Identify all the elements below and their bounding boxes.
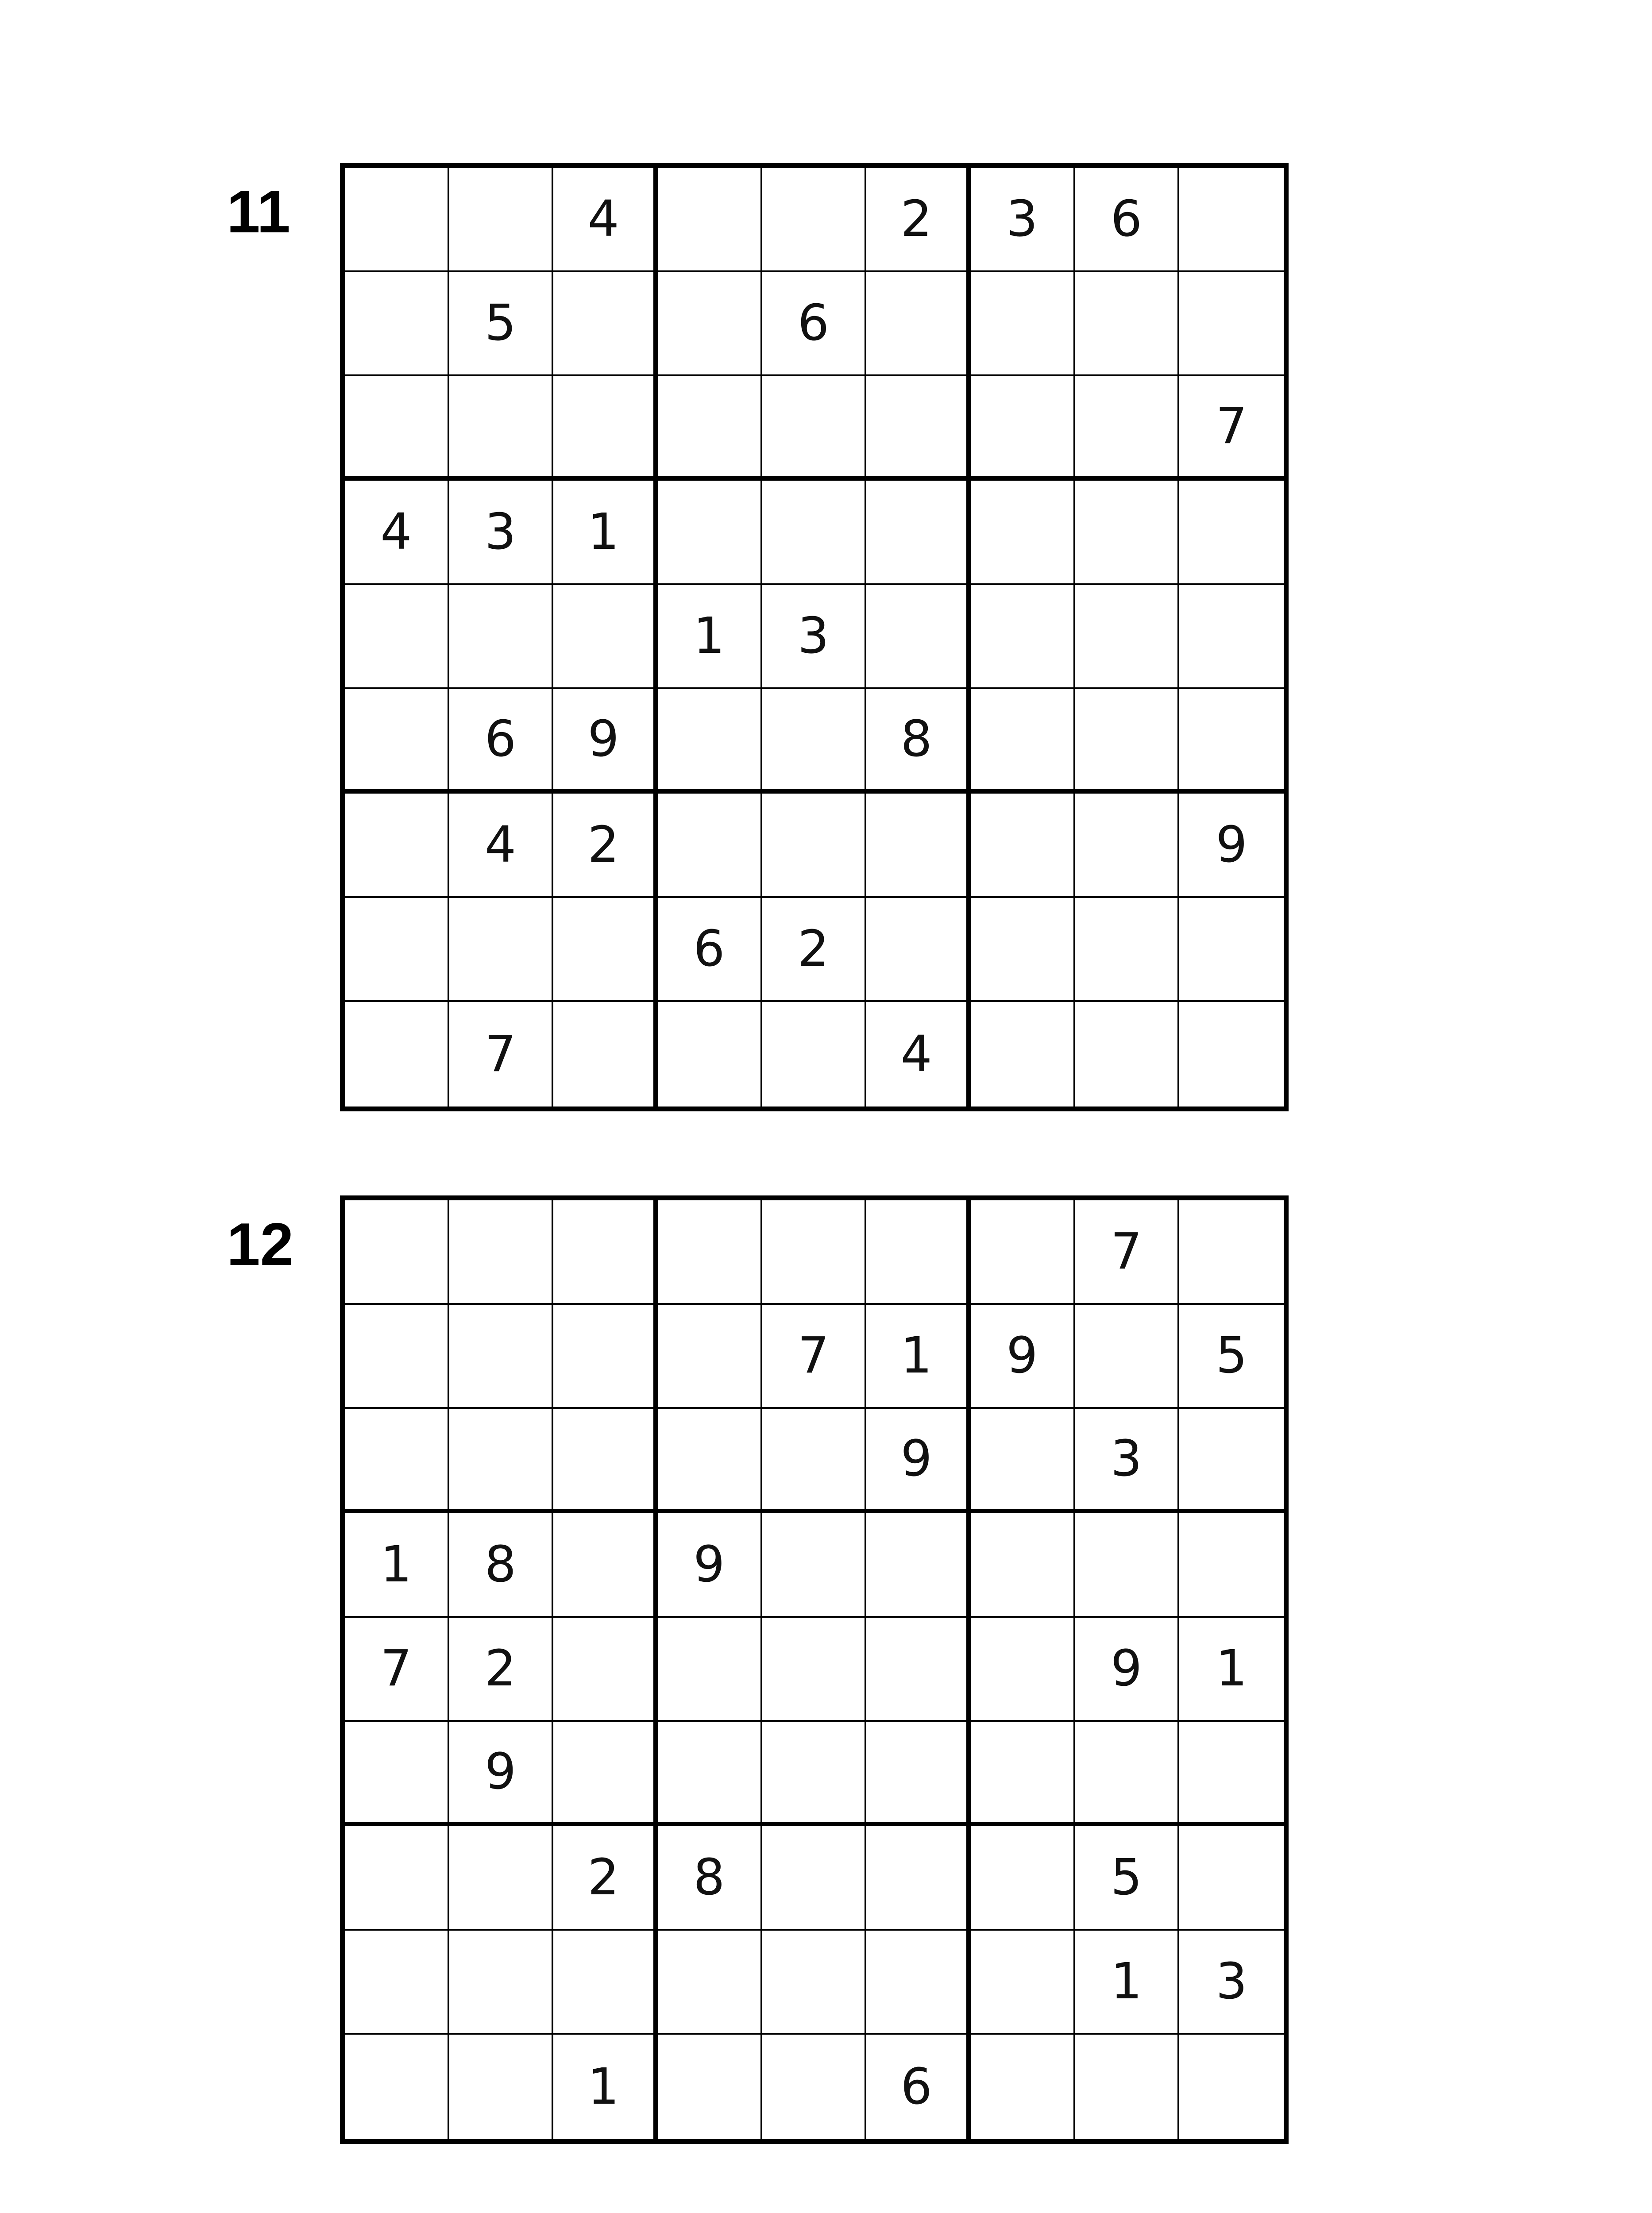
- sudoku-cell[interactable]: 2: [553, 1826, 658, 1931]
- sudoku-cell[interactable]: [866, 898, 971, 1002]
- sudoku-cell[interactable]: [1179, 585, 1284, 690]
- sudoku-cell[interactable]: [658, 2035, 762, 2139]
- sudoku-cell[interactable]: [971, 794, 1075, 898]
- sudoku-cell[interactable]: [553, 585, 658, 690]
- sudoku-cell[interactable]: 2: [762, 898, 867, 1002]
- sudoku-cell[interactable]: [866, 794, 971, 898]
- sudoku-cell[interactable]: [553, 376, 658, 481]
- sudoku-cell[interactable]: 5: [1075, 1826, 1180, 1931]
- sudoku-cell[interactable]: [345, 794, 449, 898]
- sudoku-cell[interactable]: [971, 376, 1075, 481]
- sudoku-cell[interactable]: [345, 168, 449, 272]
- sudoku-cell[interactable]: [1075, 1305, 1180, 1409]
- sudoku-cell[interactable]: [345, 1002, 449, 1106]
- sudoku-cell[interactable]: [1179, 689, 1284, 794]
- sudoku-cell[interactable]: [658, 1002, 762, 1106]
- sudoku-cell[interactable]: [1179, 898, 1284, 1002]
- sudoku-cell[interactable]: [449, 1305, 554, 1409]
- sudoku-cell[interactable]: [762, 1826, 867, 1931]
- sudoku-cell[interactable]: 6: [449, 689, 554, 794]
- sudoku-cell[interactable]: [1075, 689, 1180, 794]
- sudoku-cell[interactable]: 9: [658, 1513, 762, 1618]
- puzzle-number: 11: [227, 178, 290, 245]
- sudoku-cell[interactable]: [866, 585, 971, 690]
- sudoku-cell[interactable]: [1075, 376, 1180, 481]
- sudoku-cell[interactable]: [449, 376, 554, 481]
- sudoku-cell[interactable]: [866, 1513, 971, 1618]
- sudoku-cell[interactable]: 5: [449, 272, 554, 377]
- sudoku-cell[interactable]: [971, 1409, 1075, 1513]
- sudoku-cell[interactable]: [345, 2035, 449, 2139]
- sudoku-cell[interactable]: [971, 1722, 1075, 1826]
- sudoku-cell[interactable]: 6: [866, 2035, 971, 2139]
- sudoku-cell[interactable]: [658, 794, 762, 898]
- sudoku-cell[interactable]: 9: [971, 1305, 1075, 1409]
- sudoku-cell[interactable]: 3: [1179, 1931, 1284, 2035]
- sudoku-cell[interactable]: 1: [1179, 1618, 1284, 1722]
- sudoku-cell[interactable]: 7: [762, 1305, 867, 1409]
- sudoku-cell[interactable]: [449, 898, 554, 1002]
- sudoku-cell[interactable]: [866, 1826, 971, 1931]
- sudoku-cell[interactable]: [866, 1931, 971, 2035]
- sudoku-cell[interactable]: [866, 272, 971, 377]
- sudoku-cell[interactable]: [658, 168, 762, 272]
- sudoku-cell[interactable]: [1179, 1409, 1284, 1513]
- sudoku-cell[interactable]: [1075, 898, 1180, 1002]
- sudoku-cell[interactable]: 6: [1075, 168, 1180, 272]
- sudoku-cell[interactable]: [449, 1826, 554, 1931]
- sudoku-cell[interactable]: [762, 1722, 867, 1826]
- sudoku-cell[interactable]: 8: [866, 689, 971, 794]
- sudoku-cell[interactable]: 9: [553, 689, 658, 794]
- sudoku-cell[interactable]: [866, 481, 971, 585]
- sudoku-cell[interactable]: [449, 2035, 554, 2139]
- sudoku-cell[interactable]: [762, 376, 867, 481]
- sudoku-cell[interactable]: [866, 1722, 971, 1826]
- sudoku-cell[interactable]: [345, 1722, 449, 1826]
- sudoku-cell[interactable]: [345, 1931, 449, 2035]
- sudoku-cell[interactable]: 1: [866, 1305, 971, 1409]
- sudoku-cell[interactable]: [658, 481, 762, 585]
- sudoku-cell[interactable]: [658, 272, 762, 377]
- sudoku-cell[interactable]: [1075, 794, 1180, 898]
- sudoku-cell[interactable]: [1075, 272, 1180, 377]
- sudoku-cell[interactable]: 8: [449, 1513, 554, 1618]
- sudoku-cell[interactable]: 7: [345, 1618, 449, 1722]
- sudoku-cell[interactable]: 3: [762, 585, 867, 690]
- sudoku-cell[interactable]: 4: [866, 1002, 971, 1106]
- sudoku-cell[interactable]: [658, 1409, 762, 1513]
- sudoku-cell[interactable]: 4: [553, 168, 658, 272]
- sudoku-cell[interactable]: [553, 1002, 658, 1106]
- sudoku-cell[interactable]: [971, 1200, 1075, 1305]
- sudoku-cell[interactable]: [866, 1618, 971, 1722]
- sudoku-cell[interactable]: 6: [762, 272, 867, 377]
- sudoku-cell[interactable]: [1075, 481, 1180, 585]
- sudoku-cell[interactable]: [449, 1409, 554, 1513]
- sudoku-cell[interactable]: [345, 1409, 449, 1513]
- sudoku-cell[interactable]: [553, 1409, 658, 1513]
- sudoku-cell[interactable]: [345, 689, 449, 794]
- sudoku-cell[interactable]: [345, 1200, 449, 1305]
- sudoku-cell[interactable]: 3: [1075, 1409, 1180, 1513]
- sudoku-cell[interactable]: 2: [553, 794, 658, 898]
- sudoku-cell[interactable]: [1179, 1002, 1284, 1106]
- sudoku-cell[interactable]: 3: [971, 168, 1075, 272]
- sudoku-cell[interactable]: 9: [449, 1722, 554, 1826]
- sudoku-cell[interactable]: [449, 585, 554, 690]
- sudoku-cell[interactable]: 1: [553, 481, 658, 585]
- sudoku-cell[interactable]: [449, 1200, 554, 1305]
- sudoku-cell[interactable]: 2: [449, 1618, 554, 1722]
- sudoku-cell[interactable]: [1179, 1200, 1284, 1305]
- sudoku-cell[interactable]: [971, 689, 1075, 794]
- sudoku-cell[interactable]: [553, 1305, 658, 1409]
- sudoku-cell[interactable]: [553, 1931, 658, 2035]
- sudoku-cell[interactable]: [971, 898, 1075, 1002]
- sudoku-cell[interactable]: [345, 1826, 449, 1931]
- sudoku-cell[interactable]: [762, 1513, 867, 1618]
- sudoku-cell[interactable]: [866, 1200, 971, 1305]
- puzzle-number: 12: [227, 1211, 294, 1278]
- sudoku-grid: [340, 1195, 1289, 2144]
- sudoku-cell[interactable]: [762, 1931, 867, 2035]
- sudoku-cell[interactable]: [762, 1200, 867, 1305]
- sudoku-cell[interactable]: [1179, 1722, 1284, 1826]
- sudoku-cell[interactable]: [971, 1826, 1075, 1931]
- sudoku-cell[interactable]: 9: [866, 1409, 971, 1513]
- sudoku-cell[interactable]: 4: [449, 794, 554, 898]
- sudoku-cell[interactable]: [345, 585, 449, 690]
- sudoku-cell[interactable]: [658, 1722, 762, 1826]
- sudoku-cell[interactable]: 1: [553, 2035, 658, 2139]
- sudoku-cell[interactable]: [658, 689, 762, 794]
- sudoku-cell[interactable]: [1075, 1513, 1180, 1618]
- sudoku-cell[interactable]: [762, 1002, 867, 1106]
- sudoku-cell[interactable]: 1: [1075, 1931, 1180, 2035]
- sudoku-cell[interactable]: [553, 272, 658, 377]
- sudoku-cell[interactable]: [345, 376, 449, 481]
- sudoku-cell[interactable]: 1: [658, 585, 762, 690]
- sudoku-cell[interactable]: 7: [449, 1002, 554, 1106]
- sudoku-cell[interactable]: [762, 1409, 867, 1513]
- sudoku-cell[interactable]: [553, 1513, 658, 1618]
- sudoku-cell[interactable]: 7: [1075, 1200, 1180, 1305]
- sudoku-cell[interactable]: [1075, 2035, 1180, 2139]
- sudoku-cell[interactable]: [762, 168, 867, 272]
- sudoku-cell[interactable]: 6: [658, 898, 762, 1002]
- sudoku-cell[interactable]: [762, 794, 867, 898]
- sudoku-grid: [340, 163, 1289, 1111]
- sudoku-cell[interactable]: [762, 1618, 867, 1722]
- sudoku-cell[interactable]: [1179, 168, 1284, 272]
- sudoku-cell[interactable]: [866, 376, 971, 481]
- sudoku-cell[interactable]: [449, 1931, 554, 2035]
- sudoku-cell[interactable]: [762, 2035, 867, 2139]
- sudoku-cell[interactable]: [971, 1513, 1075, 1618]
- sudoku-cell[interactable]: [1075, 1722, 1180, 1826]
- sudoku-cell[interactable]: [345, 898, 449, 1002]
- sudoku-cell[interactable]: [553, 1200, 658, 1305]
- sudoku-cell[interactable]: [1179, 272, 1284, 377]
- sudoku-cell[interactable]: 2: [866, 168, 971, 272]
- sudoku-cell[interactable]: [553, 1722, 658, 1826]
- sudoku-cell[interactable]: 5: [1179, 1305, 1284, 1409]
- sudoku-cell[interactable]: [658, 1618, 762, 1722]
- sudoku-cell[interactable]: [1179, 1513, 1284, 1618]
- sudoku-cell[interactable]: [971, 2035, 1075, 2139]
- sudoku-cell[interactable]: [971, 1002, 1075, 1106]
- sudoku-cell[interactable]: 7: [1179, 376, 1284, 481]
- sudoku-cell[interactable]: 9: [1075, 1618, 1180, 1722]
- sudoku-cell[interactable]: [1075, 1002, 1180, 1106]
- sudoku-cell[interactable]: [971, 1931, 1075, 2035]
- sudoku-cell[interactable]: [762, 481, 867, 585]
- sudoku-cell[interactable]: [971, 481, 1075, 585]
- sudoku-cell[interactable]: [345, 272, 449, 377]
- sudoku-cell[interactable]: [762, 689, 867, 794]
- sudoku-cell[interactable]: 8: [658, 1826, 762, 1931]
- sudoku-cell[interactable]: [553, 898, 658, 1002]
- sudoku-cell[interactable]: [1075, 585, 1180, 690]
- sudoku-cell[interactable]: [658, 1931, 762, 2035]
- sudoku-cell[interactable]: 4: [345, 481, 449, 585]
- sudoku-cell[interactable]: [1179, 2035, 1284, 2139]
- sudoku-cell[interactable]: [971, 585, 1075, 690]
- sudoku-cell[interactable]: [1179, 481, 1284, 585]
- sudoku-cell[interactable]: [971, 272, 1075, 377]
- sudoku-cell[interactable]: [345, 1305, 449, 1409]
- sudoku-cell[interactable]: 3: [449, 481, 554, 585]
- sudoku-cell[interactable]: [971, 1618, 1075, 1722]
- sudoku-cell[interactable]: [1179, 1826, 1284, 1931]
- sudoku-cell[interactable]: [658, 1305, 762, 1409]
- sudoku-cell[interactable]: [658, 1200, 762, 1305]
- sudoku-cell[interactable]: [553, 1618, 658, 1722]
- sudoku-cell[interactable]: 1: [345, 1513, 449, 1618]
- sudoku-cell[interactable]: [449, 168, 554, 272]
- sudoku-cell[interactable]: 9: [1179, 794, 1284, 898]
- sudoku-cell[interactable]: [658, 376, 762, 481]
